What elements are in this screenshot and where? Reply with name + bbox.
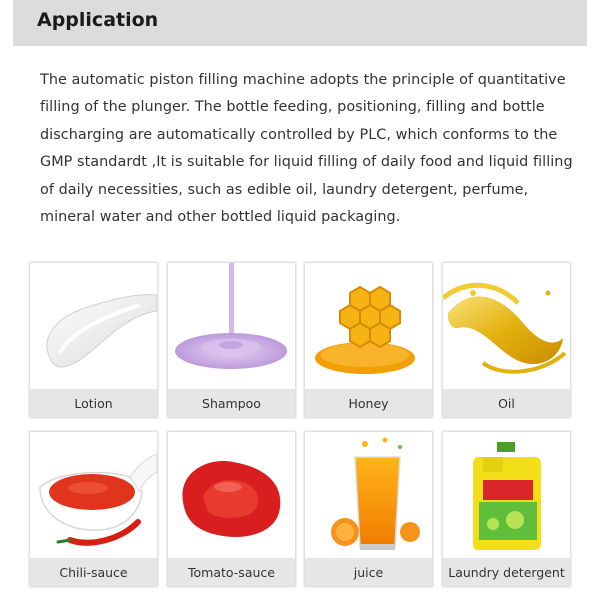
product-card-tomato-sauce [168,432,295,586]
product-card-juice [305,432,432,586]
tomato-sauce-image [168,432,295,558]
product-label: Laundry detergent [443,558,570,586]
product-card-shampoo [168,263,295,417]
honey-image [305,263,432,389]
product-label: Tomato-sauce [168,558,295,586]
product-card-lotion [30,263,157,417]
description-paragraph: The automatic piston filling machine adopts the principle of quantitative filling of the plunger. The bottle feeding, positioning, filling and bottle discharging are automatically controlled by PLC, which conforms to the GMP standardt ,It is suitable for liquid filling of daily food and liquid filling of daily necessities, such as edible oil, laundry detergent, perfume, mineral water and other bottled liquid packaging. [40,72,573,226]
product-label: Honey [305,389,432,417]
section-title: Application [37,9,159,31]
product-label: Lotion [30,389,157,417]
product-card-laundry-detergent [443,432,570,586]
product-label: Oil [443,389,570,417]
lotion-image [30,263,157,389]
product-card-oil [443,263,570,417]
shampoo-image [168,263,295,389]
product-label: Chili-sauce [30,558,157,586]
product-card-chili-sauce [30,432,157,586]
laundry-detergent-image [443,432,570,558]
chili-sauce-image [30,432,157,558]
product-label: Shampoo [168,389,295,417]
product-label: juice [305,558,432,586]
product-card-honey [305,263,432,417]
oil-image [443,263,570,389]
juice-image [305,432,432,558]
